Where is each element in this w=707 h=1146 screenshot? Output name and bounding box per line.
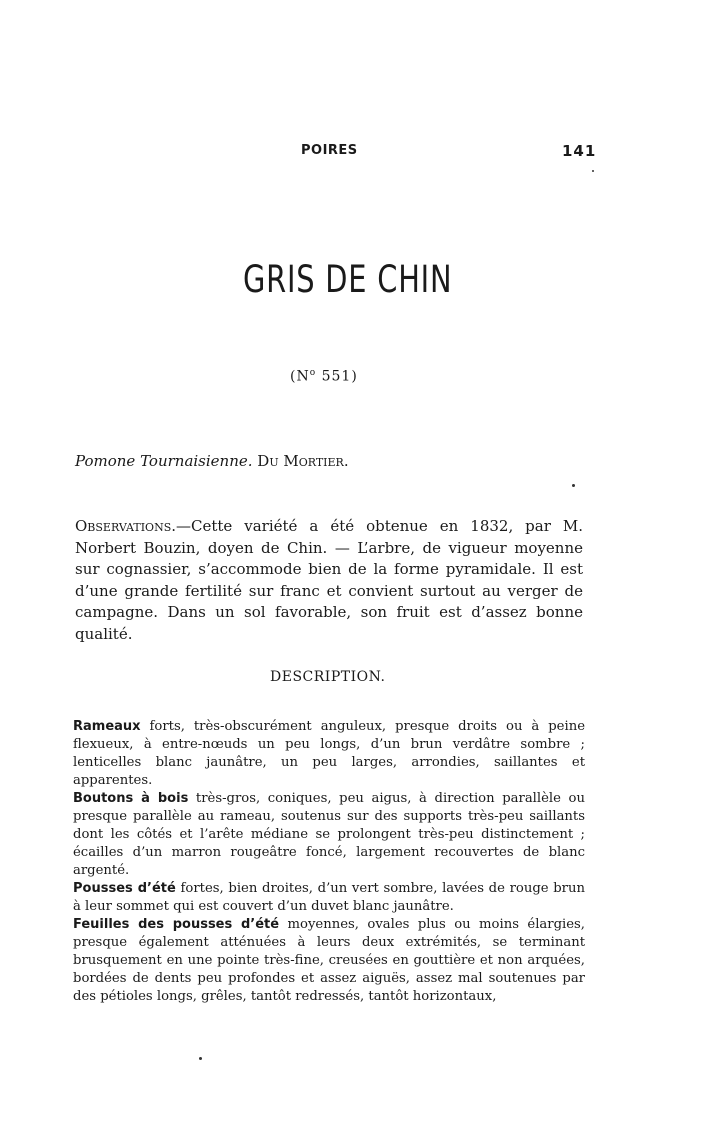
observations-label: Observations. <box>75 517 177 535</box>
page-title: GRIS DE CHIN <box>242 258 453 301</box>
description-term: Feuilles des pousses d’été <box>73 917 280 932</box>
reference-line <box>75 452 349 470</box>
description-text: fortes, bien droites, d’un vert sombre, lavées de rouge brun à leur sommet qui est couvert d’un duvet blanc jaunâtre. <box>73 881 585 914</box>
reference-author: Du Mortier. <box>252 452 349 470</box>
description-paragraph <box>73 718 585 790</box>
description-heading: DESCRIPTION. <box>270 669 386 685</box>
description-text: très-gros, coniques, peu aigus, à direction parallèle ou presque parallèle au rameau, soutenus sur des supports très-peu saillants dont les côtés et l’arête médiane se prolongent très-peu distinctement ; écailles d’un marron rougeâtre foncé, largement recouvertes de blanc argenté. <box>73 791 585 878</box>
variety-number <box>290 368 358 385</box>
description-term: Pousses d’été <box>73 881 176 896</box>
print-speck <box>592 170 594 172</box>
description-term: Rameaux <box>73 719 141 734</box>
page-number: 141 <box>562 142 597 160</box>
description-paragraph <box>73 790 585 880</box>
description-text: forts, très-obscurément anguleux, presque droits ou à peine flexueux, à entre-nœuds un peu longs, d’un brun verdâtre sombre ; lenticelles blanc jaunâtre, un peu larges, arrondies, saillantes et apparentes. <box>73 719 585 788</box>
print-speck <box>199 1057 202 1060</box>
reference-work: Pomone Tournaisienne. <box>75 452 253 470</box>
variety-number-prefix: (N <box>290 368 310 385</box>
description-term: Boutons à bois <box>73 791 189 806</box>
observations-text: —Cette variété a été obtenue en 1832, par M. Norbert Bouzin, doyen de Chin. — L’arbre, de vigueur moyenne sur cognassier, s’accommode bien de la forme pyramidale. Il est d’une grande fertilité sur franc et convient surtout au verger de campagne. Dans un sol favorable, son fruit est d’assez bonne qualité. <box>75 517 583 643</box>
running-head: POIRES <box>301 143 358 158</box>
print-speck <box>572 484 575 487</box>
description-text: moyennes, ovales plus ou moins élargies, presque également atténuées à leurs deux extrémités, se terminant brusquement en une pointe très-fine, creusées en gouttière et non arquées, bordées de dents peu profondes et assez aiguës, assez mal soutenues par des pétioles longs, grêles, tantôt redressés, tantôt horizontaux, <box>73 917 585 1004</box>
observations-paragraph <box>75 516 583 645</box>
description-paragraph <box>73 916 585 1006</box>
variety-number-sup: o <box>309 368 317 378</box>
variety-number-value: 551) <box>316 368 358 385</box>
description-body <box>73 718 585 1006</box>
description-paragraph <box>73 880 585 916</box>
